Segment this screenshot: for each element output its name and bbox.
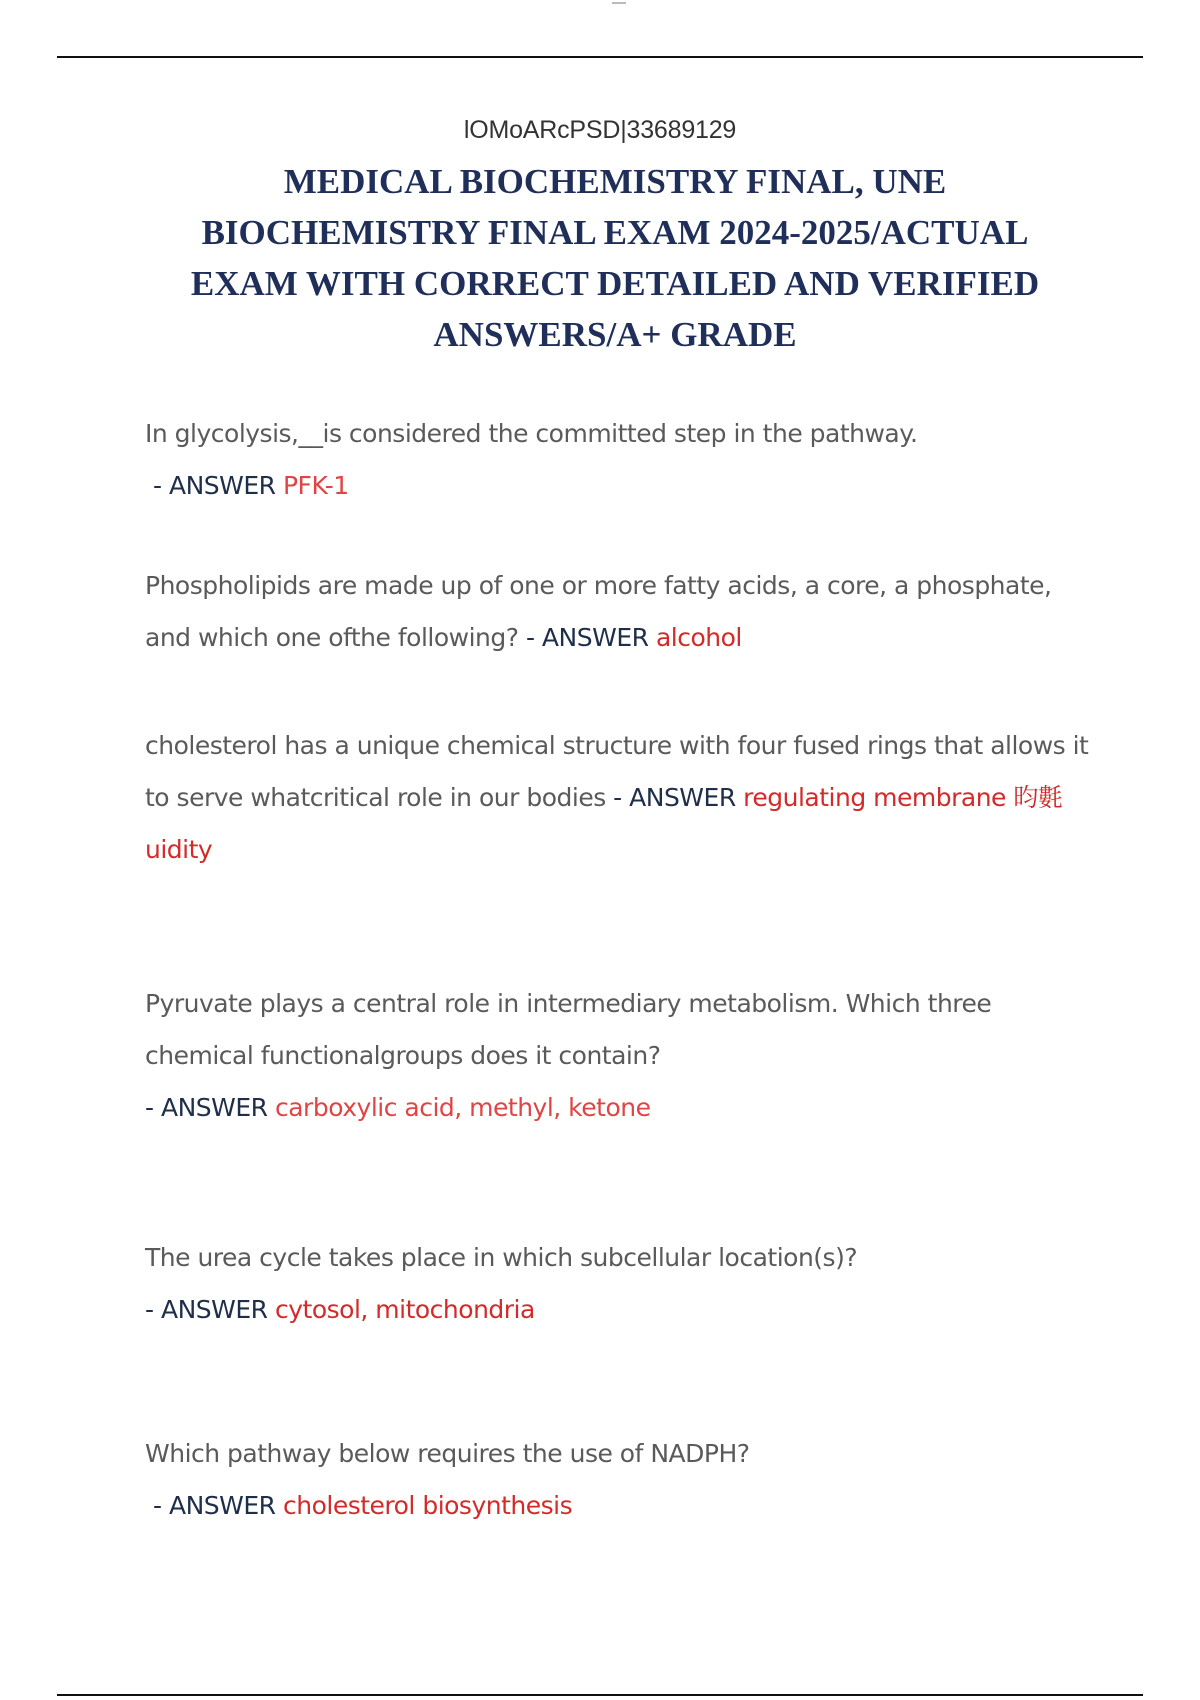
footer-rule [57, 1694, 1143, 1696]
answer-text: PFK-1 [282, 471, 349, 500]
answer-line [145, 1480, 1095, 1532]
question-text: Phospholipids are made up of one or more fatty acids, a core, a phosphate, and which one ofthe following? [145, 571, 1052, 652]
answer-label: - ANSWER [153, 1491, 283, 1520]
answer-label: - ANSWER [145, 1093, 275, 1122]
question-text: Which pathway below requires the use of NADPH? [145, 1439, 750, 1468]
qa-item-5 [145, 1232, 1095, 1336]
document-id: lOMoARcPSD|33689129 [463, 116, 737, 144]
answer-line [145, 1082, 1095, 1134]
answer-label: - ANSWER [613, 783, 744, 812]
qa-item-3 [145, 720, 1095, 876]
qa-item-6 [145, 1428, 1095, 1532]
answer-label: - ANSWER [153, 471, 283, 500]
document-title: MEDICAL BIOCHEMISTRY FINAL, UNE BIOCHEMISTRY FINAL EXAM 2024-2025/ACTUAL EXAM WITH CORRECT DETAILED AND VERIFIED ANSWERS/A+ GRADE [190, 162, 1040, 354]
qa-item-2 [145, 560, 1095, 664]
qa-item-4 [145, 978, 1095, 1134]
answer-label: - ANSWER [145, 1295, 275, 1324]
page-top-mark [612, 0, 626, 4]
answer-line [145, 460, 1095, 512]
question-text: Pyruvate plays a central role in intermediary metabolism. Which three chemical functionalgroups does it contain? [145, 989, 992, 1070]
question-text: The urea cycle takes place in which subcellular location(s)? [145, 1243, 858, 1272]
qa-item-1 [145, 408, 1095, 512]
answer-text: alcohol [655, 623, 742, 652]
header-rule [57, 56, 1143, 58]
question-text: cholesterol has a unique chemical structure with four fused rings that allows it to serve whatcritical role in our bodies [145, 731, 1089, 812]
answer-text: regulating membrane 昀氀uidity [145, 783, 1063, 864]
answer-text: carboxylic acid, methyl, ketone [274, 1093, 651, 1122]
answer-text: cytosol, mitochondria [274, 1295, 535, 1324]
answer-label: - ANSWER [525, 623, 656, 652]
answer-text: cholesterol biosynthesis [282, 1491, 573, 1520]
answer-line [145, 1284, 1095, 1336]
question-text: In glycolysis,__is considered the committed step in the pathway. [145, 419, 918, 448]
